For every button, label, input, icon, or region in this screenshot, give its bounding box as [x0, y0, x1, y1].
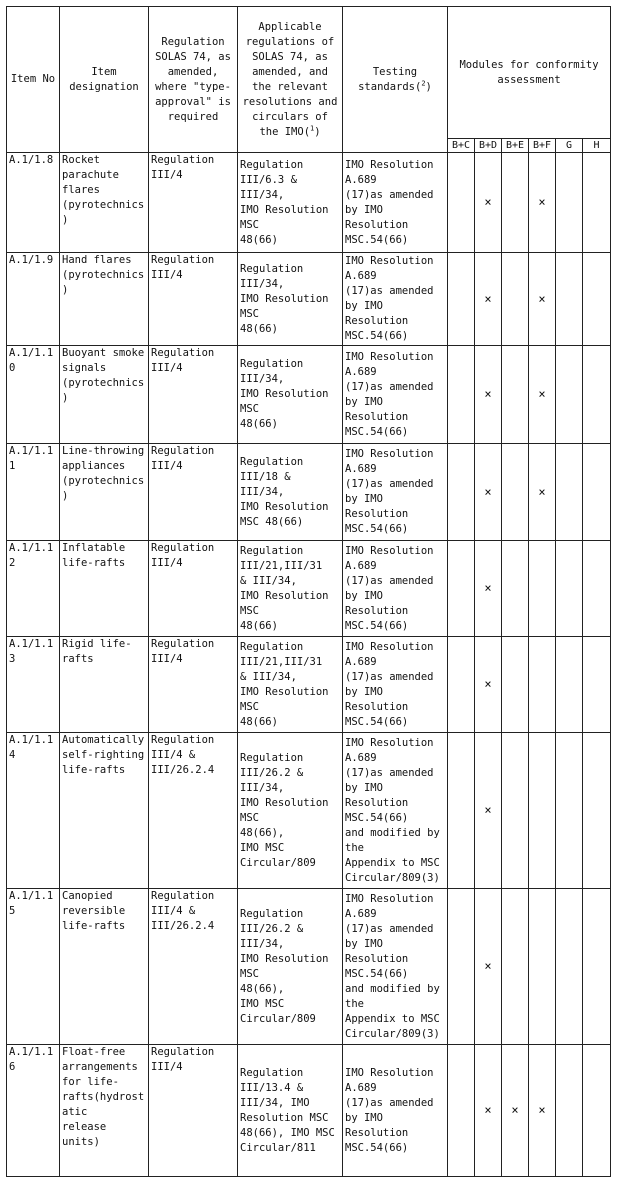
- conformity-mark-icon: ×: [484, 1103, 492, 1117]
- header-row: [7, 7, 611, 139]
- module-cell-h: [583, 444, 611, 541]
- conformity-mark-icon: ×: [538, 387, 546, 401]
- module-cell-h: [583, 346, 611, 444]
- item-number-cell: A.1/1.14: [7, 733, 60, 889]
- conformity-mark-icon: ×: [538, 291, 546, 306]
- module-cell-b-f: [529, 253, 556, 346]
- conformity-mark-icon: ×: [538, 484, 546, 499]
- item-designation-cell: Inflatable life-rafts: [60, 541, 149, 637]
- module-header-b-d: B+D: [475, 139, 502, 153]
- regulation-cell: Regulation III/4: [149, 153, 238, 253]
- conformity-mark-icon: ×: [538, 195, 546, 209]
- item-number-cell: A.1/1.8: [7, 153, 60, 253]
- applicable-regulations-cell: Regulation III/21,III/31 & III/34, IMO Resolution MSC 48(66): [238, 541, 343, 637]
- item-number-cell: A.1/1.9: [7, 253, 60, 346]
- item-number-cell: A.1/1.12: [7, 541, 60, 637]
- module-cell-g: [556, 733, 583, 889]
- header-applicable-regulations: [238, 7, 343, 153]
- header-item-no: Item No: [7, 7, 60, 153]
- footnote-marker-1: 1: [310, 124, 315, 132]
- conformity-mark-icon: ×: [484, 803, 492, 817]
- item-number-cell: A.1/1.15: [7, 889, 60, 1045]
- regulation-cell: Regulation III/4 & III/26.2.4: [149, 733, 238, 889]
- module-cell-b-c: [448, 541, 475, 637]
- item-number-cell: A.1/1.16: [7, 1045, 60, 1177]
- module-cell-h: [583, 637, 611, 733]
- regulation-table-container: [6, 6, 610, 1177]
- module-cell-g: [556, 346, 583, 444]
- regulation-cell: Regulation III/4: [149, 444, 238, 541]
- module-cell-b-f: [529, 541, 556, 637]
- header-applicable-text: Applicable regulations of SOLAS 74, as amended, and the relevant resolutions and circulars of the IMO(: [242, 20, 338, 138]
- module-header-b-f: B+F: [529, 139, 556, 153]
- table-row: [7, 444, 611, 541]
- applicable-regulations-cell: Regulation III/34, IMO Resolution MSC 48(66): [238, 346, 343, 444]
- module-cell-b-e: [502, 733, 529, 889]
- header-item-designation: Item designation: [60, 7, 149, 153]
- applicable-regulations-cell: Regulation III/34, IMO Resolution MSC 48(66): [238, 253, 343, 346]
- conformity-mark-icon: ×: [484, 387, 492, 401]
- header-testing-standards: [343, 7, 448, 153]
- applicable-regulations-cell: Regulation III/13.4 & III/34, IMO Resolution MSC 48(66), IMO MSC Circular/811: [238, 1045, 343, 1177]
- module-cell-b-c: [448, 346, 475, 444]
- regulation-cell: Regulation III/4: [149, 637, 238, 733]
- module-cell-b-c: [448, 733, 475, 889]
- module-cell-b-d: [475, 637, 502, 733]
- table-body: [7, 153, 611, 1177]
- regulation-cell: Regulation III/4: [149, 1045, 238, 1177]
- module-cell-g: [556, 153, 583, 253]
- conformity-mark-icon: ×: [484, 581, 492, 595]
- module-cell-b-e: [502, 253, 529, 346]
- conformity-mark-icon: ×: [511, 1103, 519, 1117]
- header-applicable-close: ): [314, 125, 321, 138]
- regulation-cell: Regulation III/4: [149, 541, 238, 637]
- item-designation-cell: Hand flares (pyrotechnics): [60, 253, 149, 346]
- table-row: [7, 1045, 611, 1177]
- regulation-cell: Regulation III/4: [149, 253, 238, 346]
- conformity-mark-icon: ×: [484, 291, 492, 306]
- module-cell-b-f: [529, 346, 556, 444]
- applicable-regulations-cell: Regulation III/18 & III/34, IMO Resolution MSC 48(66): [238, 444, 343, 541]
- regulation-cell: Regulation III/4: [149, 346, 238, 444]
- item-designation-cell: Float-free arrangements for life- rafts(hydrostatic release units): [60, 1045, 149, 1177]
- module-cell-b-d: [475, 733, 502, 889]
- module-header-b-e: B+E: [502, 139, 529, 153]
- module-cell-b-c: [448, 889, 475, 1045]
- testing-standards-cell: IMO Resolution A.689 (17)as amended by IMO Resolution MSC.54(66): [343, 637, 448, 733]
- module-cell-b-f: [529, 1045, 556, 1177]
- item-designation-cell: Rocket parachute flares (pyrotechnics): [60, 153, 149, 253]
- header-modules: Modules for conformity assessment: [448, 7, 611, 139]
- module-cell-h: [583, 153, 611, 253]
- testing-standards-cell: IMO Resolution A.689 (17)as amended by IMO Resolution MSC.54(66): [343, 1045, 448, 1177]
- module-cell-g: [556, 253, 583, 346]
- module-cell-g: [556, 444, 583, 541]
- testing-standards-cell: IMO Resolution A.689 (17)as amended by IMO Resolution MSC.54(66): [343, 444, 448, 541]
- table-row: [7, 889, 611, 1045]
- module-cell-b-c: [448, 153, 475, 253]
- module-cell-b-d: [475, 444, 502, 541]
- header-testing-text: Testing standards(: [358, 65, 422, 93]
- module-header-g: G: [556, 139, 583, 153]
- testing-standards-cell: IMO Resolution A.689 (17)as amended by IMO Resolution MSC.54(66): [343, 253, 448, 346]
- module-cell-b-f: [529, 153, 556, 253]
- module-header-h: H: [583, 139, 611, 153]
- module-cell-b-d: [475, 253, 502, 346]
- module-cell-b-f: [529, 637, 556, 733]
- testing-standards-cell: IMO Resolution A.689 (17)as amended by IMO Resolution MSC.54(66): [343, 541, 448, 637]
- table-row: [7, 637, 611, 733]
- module-cell-b-f: [529, 889, 556, 1045]
- equipment-regulation-table: [6, 6, 611, 1177]
- module-cell-h: [583, 253, 611, 346]
- testing-standards-cell: IMO Resolution A.689 (17)as amended by IMO Resolution MSC.54(66) and modified by the Appendix to MSC Circular/809(3): [343, 889, 448, 1045]
- module-cell-b-c: [448, 637, 475, 733]
- module-cell-b-d: [475, 889, 502, 1045]
- module-cell-b-d: [475, 153, 502, 253]
- item-designation-cell: Line-throwing appliances (pyrotechnics): [60, 444, 149, 541]
- item-designation-cell: Buoyant smoke signals (pyrotechnics): [60, 346, 149, 444]
- table-row: [7, 153, 611, 253]
- module-cell-h: [583, 733, 611, 889]
- table-row: [7, 733, 611, 889]
- table-row: [7, 541, 611, 637]
- module-cell-g: [556, 637, 583, 733]
- module-cell-g: [556, 1045, 583, 1177]
- module-cell-b-c: [448, 444, 475, 541]
- header-regulation: Regulation SOLAS 74, as amended, where "type-approval" is required: [149, 7, 238, 153]
- conformity-mark-icon: ×: [484, 195, 492, 209]
- module-cell-b-e: [502, 889, 529, 1045]
- module-cell-b-e: [502, 1045, 529, 1177]
- module-header-b-c: B+C: [448, 139, 475, 153]
- table-row: [7, 346, 611, 444]
- conformity-mark-icon: ×: [538, 1103, 546, 1117]
- module-cell-b-c: [448, 253, 475, 346]
- module-cell-g: [556, 889, 583, 1045]
- module-cell-b-e: [502, 153, 529, 253]
- module-cell-b-d: [475, 1045, 502, 1177]
- module-cell-b-e: [502, 444, 529, 541]
- item-number-cell: A.1/1.13: [7, 637, 60, 733]
- module-cell-h: [583, 889, 611, 1045]
- module-cell-b-e: [502, 637, 529, 733]
- module-cell-b-c: [448, 1045, 475, 1177]
- footnote-marker-2: 2: [421, 79, 426, 87]
- testing-standards-cell: IMO Resolution A.689 (17)as amended by IMO Resolution MSC.54(66): [343, 346, 448, 444]
- item-designation-cell: Rigid life- rafts: [60, 637, 149, 733]
- item-designation-cell: Canopied reversible life-rafts: [60, 889, 149, 1045]
- item-number-cell: A.1/1.11: [7, 444, 60, 541]
- item-designation-cell: Automatically self-righting life-rafts: [60, 733, 149, 889]
- module-cell-b-f: [529, 444, 556, 541]
- module-cell-b-f: [529, 733, 556, 889]
- module-cell-h: [583, 1045, 611, 1177]
- conformity-mark-icon: ×: [484, 484, 492, 499]
- conformity-mark-icon: ×: [484, 959, 492, 973]
- header-testing-close: ): [425, 80, 432, 93]
- applicable-regulations-cell: Regulation III/21,III/31 & III/34, IMO Resolution MSC 48(66): [238, 637, 343, 733]
- applicable-regulations-cell: Regulation III/26.2 & III/34, IMO Resolution MSC 48(66), IMO MSC Circular/809: [238, 733, 343, 889]
- module-cell-b-d: [475, 346, 502, 444]
- module-cell-b-d: [475, 541, 502, 637]
- testing-standards-cell: IMO Resolution A.689 (17)as amended by IMO Resolution MSC.54(66) and modified by the Appendix to MSC Circular/809(3): [343, 733, 448, 889]
- testing-standards-cell: IMO Resolution A.689 (17)as amended by IMO Resolution MSC.54(66): [343, 153, 448, 253]
- item-number-cell: A.1/1.10: [7, 346, 60, 444]
- regulation-cell: Regulation III/4 & III/26.2.4: [149, 889, 238, 1045]
- table-row: [7, 253, 611, 346]
- module-cell-b-e: [502, 346, 529, 444]
- module-cell-h: [583, 541, 611, 637]
- module-cell-g: [556, 541, 583, 637]
- applicable-regulations-cell: Regulation III/26.2 & III/34, IMO Resolution MSC 48(66), IMO MSC Circular/809: [238, 889, 343, 1045]
- applicable-regulations-cell: Regulation III/6.3 & III/34, IMO Resolution MSC 48(66): [238, 153, 343, 253]
- conformity-mark-icon: ×: [484, 677, 492, 691]
- module-cell-b-e: [502, 541, 529, 637]
